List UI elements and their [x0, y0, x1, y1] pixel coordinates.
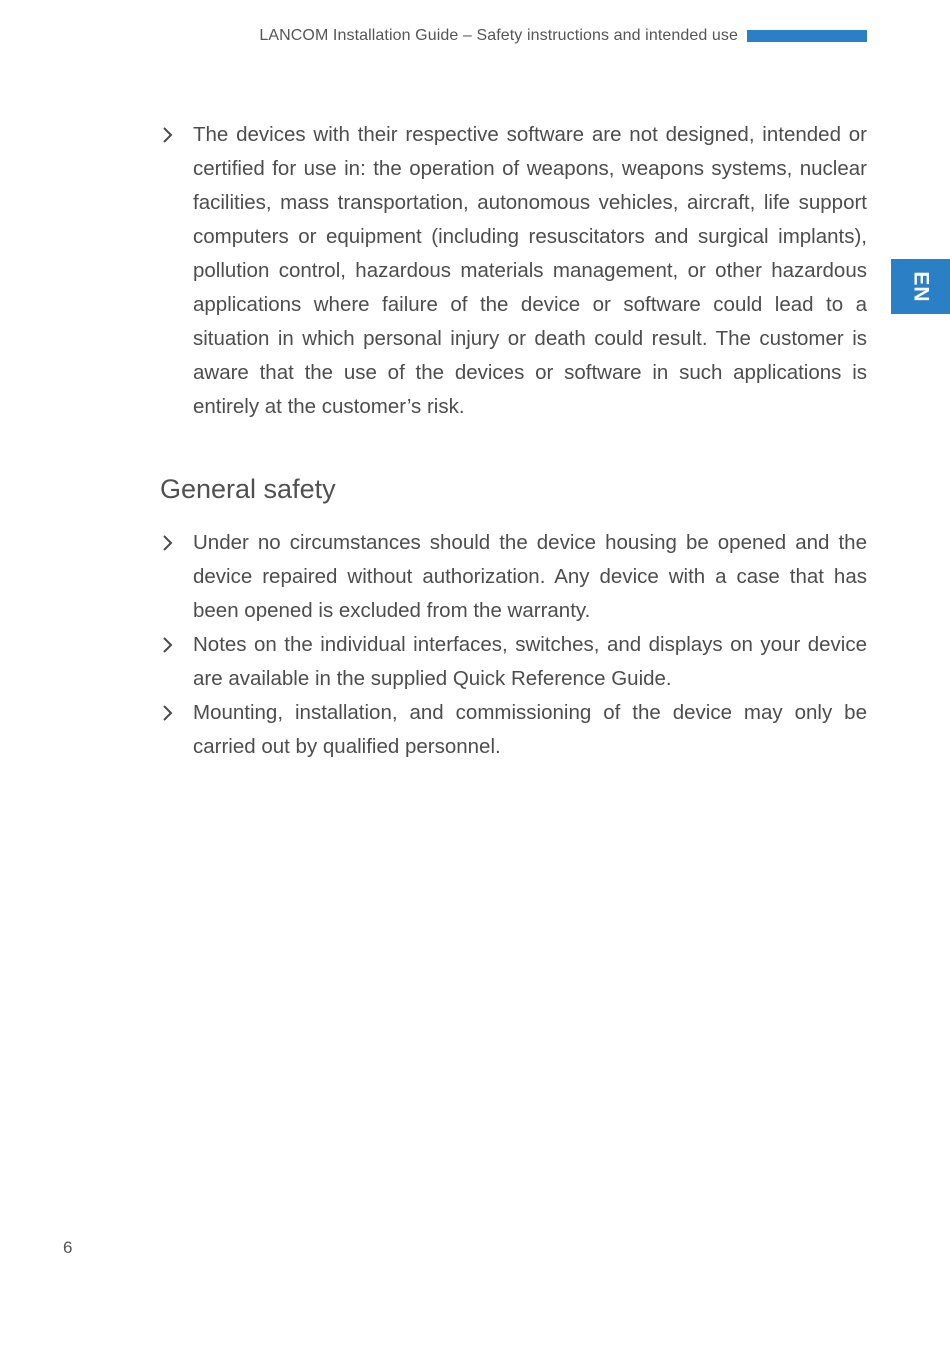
list-item: [160, 526, 867, 628]
intro-bullet-list: [160, 118, 867, 424]
list-item: [160, 118, 867, 424]
chevron-right-icon: [160, 637, 176, 653]
list-item-text: Mounting, installation, and commissioning of the device may only be carried out by qualified personnel.: [193, 701, 867, 758]
language-tab: [891, 259, 950, 314]
header-accent-bar: [747, 30, 867, 42]
list-item-text: Notes on the individual interfaces, switches, and displays on your device are available in the supplied Quick Reference Guide.: [193, 633, 867, 690]
language-tab-label: EN: [909, 270, 933, 303]
chevron-right-icon: [160, 127, 176, 143]
running-header: [259, 27, 867, 45]
list-item: [160, 628, 867, 696]
page-number: 6: [63, 1238, 73, 1257]
general-safety-bullet-list: [160, 526, 867, 764]
list-item-text: Under no circumstances should the device housing be opened and the device repaired without authorization. Any device with a case that has been opened is excluded from the warranty.: [193, 531, 867, 622]
chevron-right-icon: [160, 535, 176, 551]
list-item-text: The devices with their respective software are not designed, intended or certified for use in: the operation of weapons, weapons systems, nuclear facilities, mass transportation, autonomous vehicles, aircraft, life support computers or equipment (including resuscitators and surgical implants), pollution control, hazardous materials management, or other hazardous applications where failure of the device or software could lead to a situation in which personal injury or death could result. The customer is aware that the use of the devices or software in such applications is entirely at the customer’s risk.: [193, 123, 867, 418]
page-content: [160, 118, 867, 764]
running-header-title: LANCOM Installation Guide – Safety instructions and intended use: [259, 27, 738, 44]
section-heading-general-safety: General safety: [160, 474, 336, 504]
list-item: [160, 696, 867, 764]
chevron-right-icon: [160, 705, 176, 721]
